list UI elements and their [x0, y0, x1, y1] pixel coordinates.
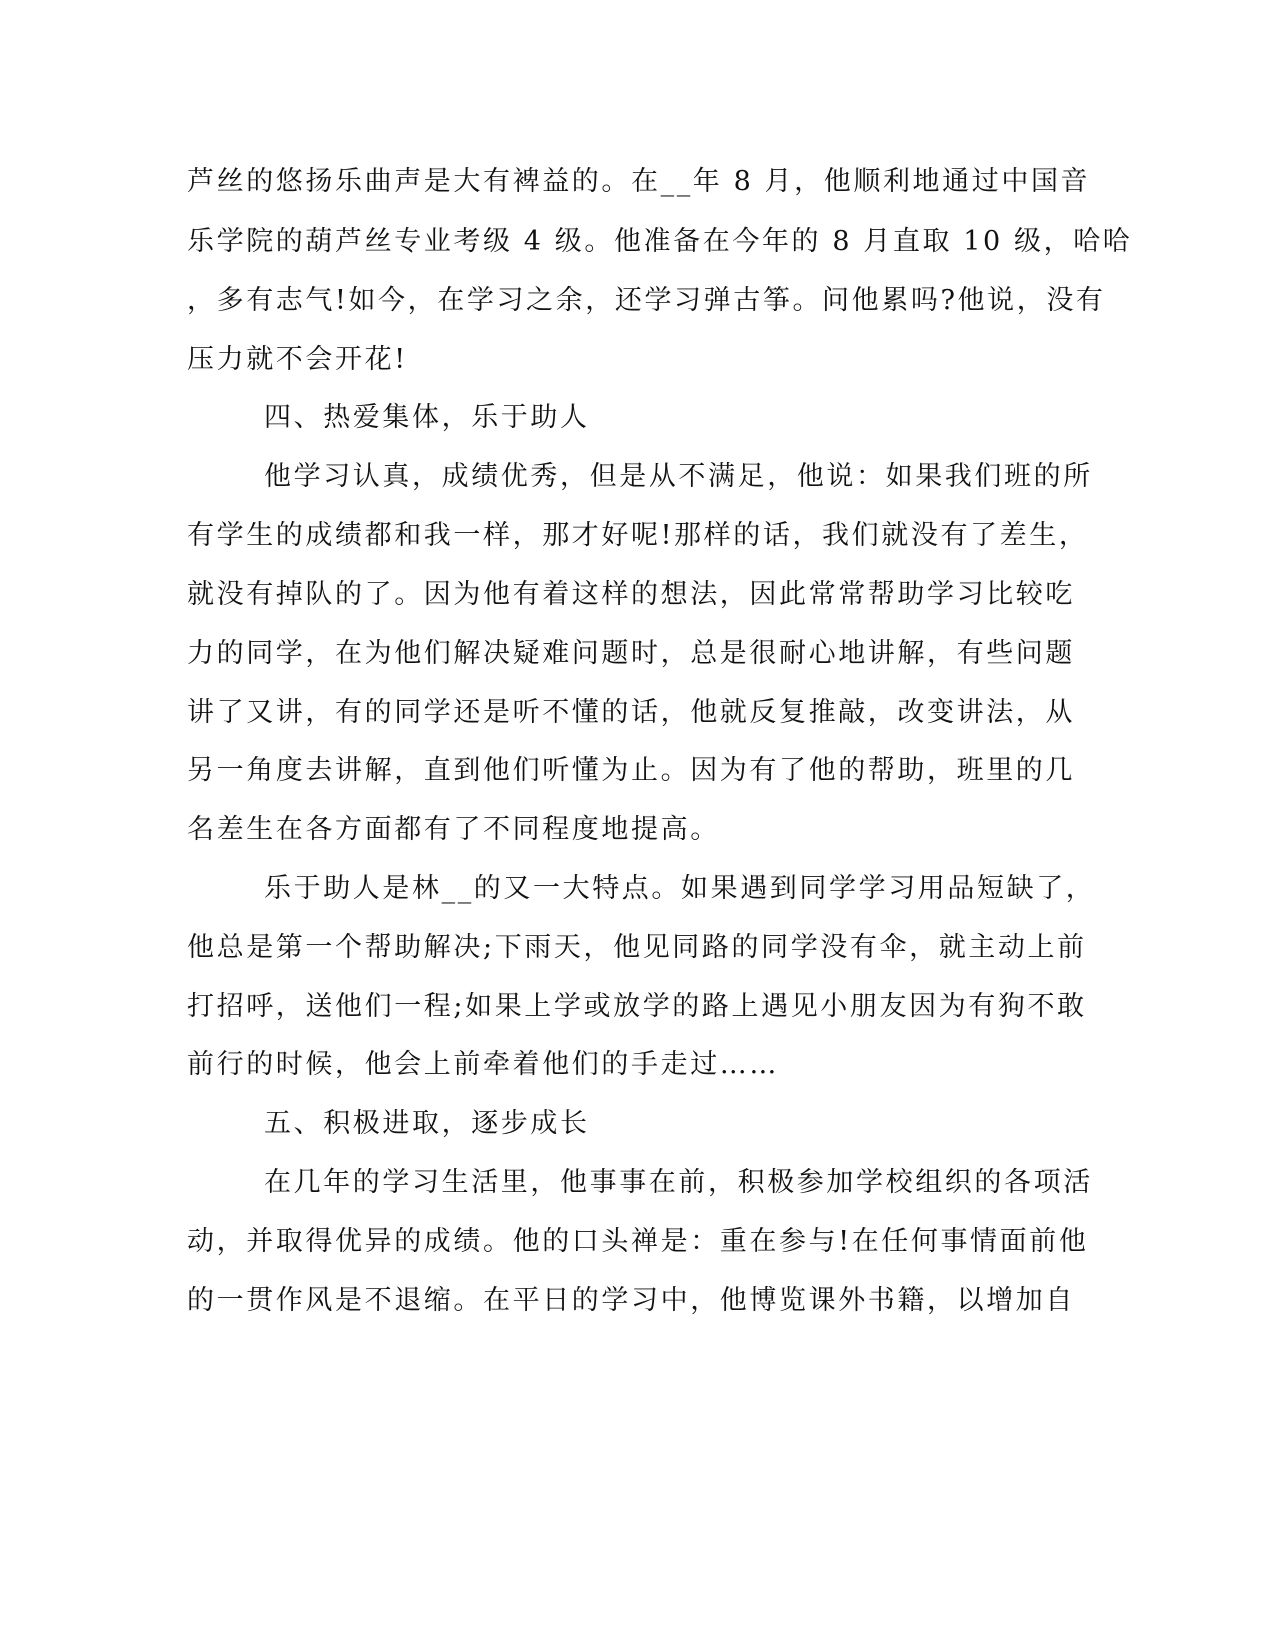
- text-line: 有学生的成绩都和我一样，那才好呢!那样的话，我们就没有了差生，: [187, 520, 1089, 551]
- text-line: 动，并取得优异的成绩。他的口头禅是：重在参与!在任何事情面前他: [187, 1226, 1089, 1257]
- text-line: 在几年的学习生活里，他事事在前，积极参加学校组织的各项活: [264, 1167, 1093, 1198]
- section-heading: 五、积极进取，逐步成长: [264, 1108, 590, 1139]
- text-line: 乐于助人是林__的又一大特点。如果遇到同学学习用品短缺了，: [264, 873, 1096, 904]
- text-line: ，多有志气!如今，在学习之余，还学习弹古筝。问他累吗?他说，没有: [187, 285, 1106, 316]
- text-line: 讲了又讲，有的同学还是听不懂的话，他就反复推敲，改变讲法，从: [187, 697, 1075, 728]
- section-heading: 四、热爱集体，乐于助人: [264, 402, 590, 433]
- text-line: 力的同学，在为他们解决疑难问题时，总是很耐心地讲解，有些问题: [187, 638, 1075, 669]
- text-line: 名差生在各方面都有了不同程度地提高。: [187, 814, 720, 845]
- text-line: 乐学院的葫芦丝专业考级 4 级。他准备在今年的 8 月直取 10 级，哈哈: [187, 226, 1133, 257]
- text-line: 芦丝的悠扬乐曲声是大有裨益的。在__年 8 月，他顺利地通过中国音: [187, 166, 1091, 197]
- text-line: 另一角度去讲解，直到他们听懂为止。因为有了他的帮助，班里的几: [187, 755, 1075, 786]
- text-line: 前行的时候，他会上前牵着他们的手走过……: [187, 1049, 779, 1080]
- text-line: 他总是第一个帮助解决;下雨天，他见同路的同学没有伞，就主动上前: [187, 932, 1087, 963]
- text-line: 就没有掉队的了。因为他有着这样的想法，因此常常帮助学习比较吃: [187, 579, 1075, 610]
- text-line: 的一贯作风是不退缩。在平日的学习中，他博览课外书籍，以增加自: [187, 1285, 1075, 1316]
- text-line: 他学习认真，成绩优秀，但是从不满足，他说：如果我们班的所: [264, 461, 1093, 492]
- text-line: 压力就不会开花!: [187, 344, 408, 375]
- text-line: 打招呼，送他们一程;如果上学或放学的路上遇见小朋友因为有狗不敢: [187, 991, 1087, 1022]
